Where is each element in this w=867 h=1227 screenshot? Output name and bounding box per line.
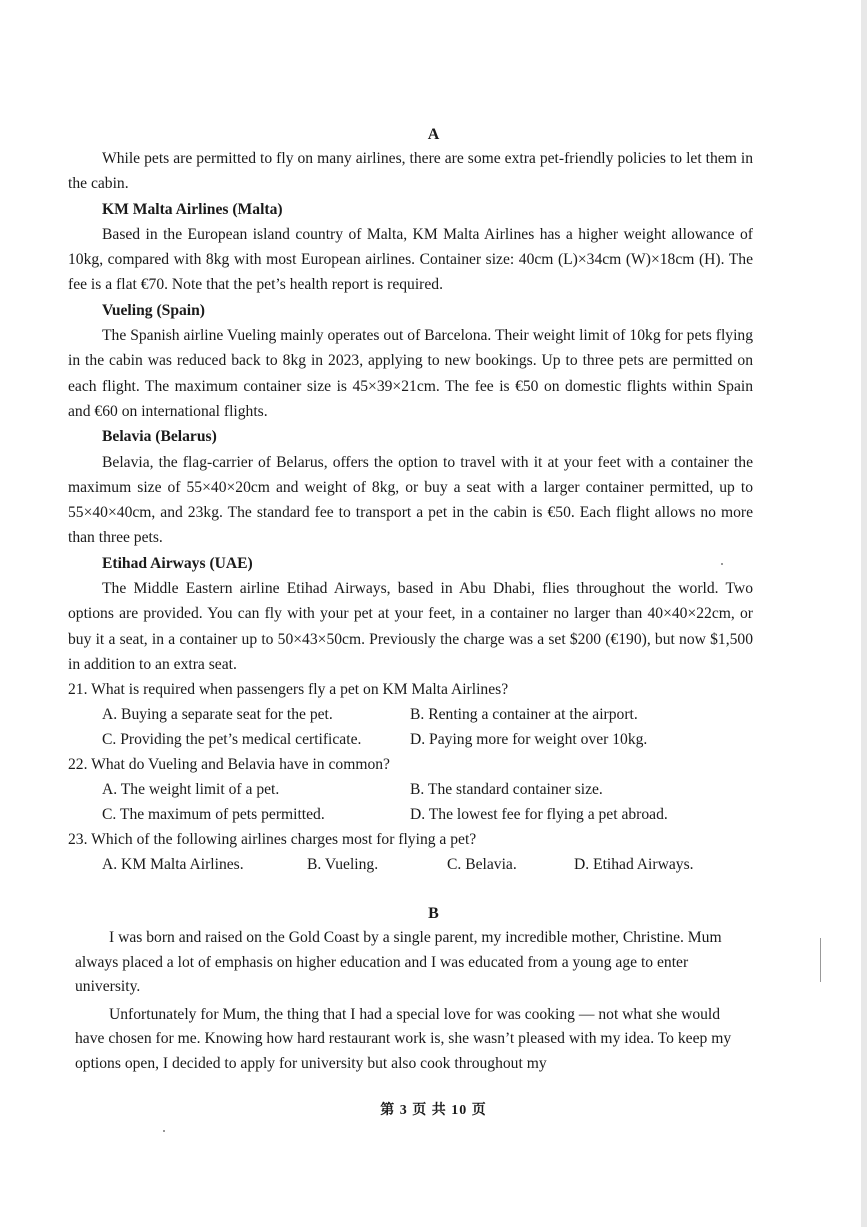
airline-heading: Etihad Airways (UAE) [102,554,253,572]
section-b-title: B [428,905,439,922]
airline-heading: Vueling (Spain) [102,301,205,319]
option-d: D. The lowest fee for flying a pet abroad. [410,806,668,823]
page-number: 第 3 页 共 10 页 [380,1103,487,1118]
option-b: B. Vueling. [307,856,379,873]
option-c: C. Providing the pet’s medical certificate. [102,731,362,748]
scan-edge [861,0,867,1227]
scan-speck [721,563,723,565]
option-d: D. Etihad Airways. [574,856,694,873]
question-21 [68,677,768,752]
option-a: A. Buying a separate seat for the pet. [102,706,333,723]
question-stem: 23. Which of the following airlines charges most for flying a pet? [68,831,477,848]
airline-heading: Belavia (Belarus) [102,428,217,446]
option-a: A. KM Malta Airlines. [102,856,244,873]
option-b: B. The standard container size. [410,781,603,798]
question-22 [68,752,768,827]
airline-heading: KM Malta Airlines (Malta) [102,200,283,218]
option-a: A. The weight limit of a pet. [102,781,280,798]
question-stem: 22. What do Vueling and Belavia have in common? [68,756,390,773]
section-a-title: A [427,126,440,143]
answer-options [68,852,768,877]
option-c: C. Belavia. [447,856,517,873]
scan-mark [820,938,821,982]
passage-intro: While pets are permitted to fly on many airlines, there are some extra pet-friendly policies to let them in the cabin. [68,150,753,193]
section-b-passage [75,926,747,1076]
passage-paragraph: I was born and raised on the Gold Coast by a single parent, my incredible mother, Christine. Mum always placed a lot of emphasis on higher education and I was educated from a young age to enter university. [75,929,722,995]
question-23 [68,827,768,877]
answer-options [68,702,768,752]
scan-speck [163,1130,165,1132]
airline-paragraph: Based in the European island country of Malta, KM Malta Airlines has a higher weight allowance of 10kg, compared with 8kg with most European airlines. Container size: 40cm (L)×34cm (W)×18cm (H). The fee is a flat €70. Note that the pet’s health report is required. [68,225,753,294]
answer-options [68,777,768,827]
airline-paragraph: The Spanish airline Vueling mainly operates out of Barcelona. Their weight limit of 10kg for pets flying in the cabin was reduced back to 8kg in 2023, applying to new bookings. Up to three pets are permitted on each flight. The maximum container size is 45×39×21cm. The fee is €50 on domestic flights within Spain and €60 on international flights. [68,327,753,420]
question-stem: 21. What is required when passengers fly a pet on KM Malta Airlines? [68,681,509,698]
airline-paragraph: The Middle Eastern airline Etihad Airways, based in Abu Dhabi, flies throughout the world. Two options are provided. You can fly with your pet at your feet, in a container no larger than 40×40×22cm, or buy it a seat, in a container up to 50×43×50cm. Previously the charge was a set $200 (€190), but now $1,500 in addition to an extra seat. [68,580,753,673]
passage-paragraph: Unfortunately for Mum, the thing that I had a special love for was cooking — not what she would have chosen for me. Knowing how hard restaurant work is, she wasn’t pleased with my idea. To keep my options open, I decided to apply for university but also cook throughout my [75,1005,732,1072]
option-b: B. Renting a container at the airport. [410,706,638,723]
option-c: C. The maximum of pets permitted. [102,806,325,823]
section-a-passage [68,146,753,677]
option-d: D. Paying more for weight over 10kg. [410,731,648,748]
airline-paragraph: Belavia, the flag-carrier of Belarus, offers the option to travel with it at your feet with a container the maximum size of 55×40×20cm and weight of 8kg, or buy a seat with a larger container permitted, up to 55×40×40cm, and 23kg. The standard fee to transport a pet in the cabin is €50. Each flight allows no more than three pets. [68,453,753,547]
